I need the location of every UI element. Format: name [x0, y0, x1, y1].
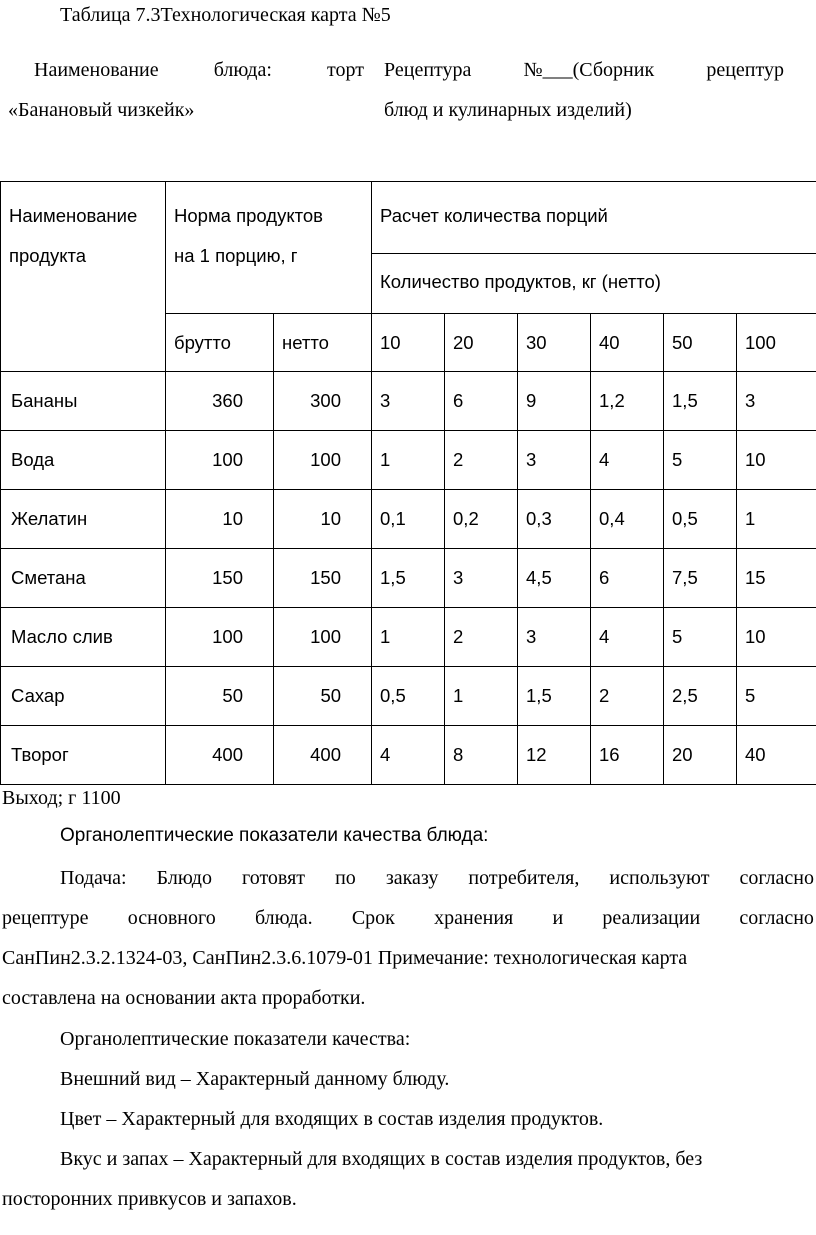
tech-card-table	[0, 181, 816, 785]
header-norm-l1: Норма продуктов	[174, 205, 324, 226]
table-row	[1, 608, 816, 667]
yield-text: Выход; г 1100	[2, 787, 121, 809]
serving-line1	[2, 858, 814, 898]
netto-value: 150	[310, 567, 342, 588]
quantity-value: 12	[526, 744, 547, 765]
netto-value-cell	[274, 490, 372, 549]
portion-label: 40	[599, 332, 620, 353]
serving-word: Подача:	[60, 867, 127, 889]
quantity-value-cell	[591, 549, 664, 608]
quantity-value-cell	[372, 490, 445, 549]
quantity-value: 10	[745, 626, 766, 647]
quantity-value-cell	[445, 667, 518, 726]
serving-word: потребителя,	[468, 867, 580, 889]
product-name-cell	[1, 608, 166, 667]
product-name: Желатин	[11, 508, 88, 529]
quantity-value: 0,1	[380, 508, 406, 529]
header-brutto	[166, 314, 274, 372]
quantity-value: 15	[745, 567, 766, 588]
header-portion	[372, 314, 445, 372]
quantity-value: 3	[745, 390, 756, 411]
quantity-value: 1,5	[526, 685, 552, 706]
header-product-l2: продукта	[9, 245, 87, 266]
quantity-value-cell	[737, 608, 816, 667]
quantity-value-cell	[664, 726, 737, 785]
product-name-cell	[1, 431, 166, 490]
brutto-value: 50	[222, 685, 243, 706]
quantity-value: 3	[380, 390, 391, 411]
serving-word: согласно	[739, 907, 814, 929]
header-portion	[591, 314, 664, 372]
quantity-value: 6	[453, 390, 464, 411]
serving-word: по	[335, 867, 356, 889]
recipe-block	[384, 50, 784, 130]
quantity-value: 1,5	[380, 567, 406, 588]
quantity-value: 1	[380, 626, 391, 647]
serving-word: блюда.	[254, 907, 313, 929]
table-row	[1, 549, 816, 608]
quantity-value-cell	[445, 726, 518, 785]
product-name: Вода	[11, 449, 55, 470]
quantity-value-cell	[445, 549, 518, 608]
netto-value: 300	[310, 390, 342, 411]
quantity-value-cell	[372, 431, 445, 490]
serving-word: и	[552, 907, 564, 929]
quantity-value-cell	[591, 372, 664, 431]
quantity-value: 4	[599, 626, 610, 647]
brutto-value-cell	[166, 608, 274, 667]
product-name: Сахар	[11, 685, 65, 706]
serving-word: хранения	[434, 907, 514, 929]
quantity-value: 1,5	[672, 390, 698, 411]
quantity-value-cell	[737, 726, 816, 785]
product-name-cell	[1, 549, 166, 608]
quality-appearance: Внешний вид – Характерный данному блюду.	[60, 1068, 450, 1090]
quality-color: Цвет – Характерный для входящих в состав изделия продуктов.	[60, 1108, 604, 1130]
netto-value: 100	[310, 449, 342, 470]
product-name: Масло слив	[11, 626, 113, 647]
product-name: Сметана	[11, 567, 86, 588]
serving-word: основного	[127, 907, 216, 929]
product-name: Творог	[11, 744, 69, 765]
quantity-value-cell	[372, 549, 445, 608]
portion-label: 50	[672, 332, 693, 353]
recipe-line1	[384, 50, 784, 90]
table-row	[1, 431, 816, 490]
quantity-value: 8	[453, 744, 464, 765]
quantity-value-cell	[445, 608, 518, 667]
header-brutto-label: брутто	[174, 332, 231, 353]
netto-value: 50	[320, 685, 342, 706]
quantity-value: 1	[745, 508, 756, 529]
quantity-value: 4,5	[526, 567, 552, 588]
quantity-value-cell	[664, 667, 737, 726]
portion-label: 100	[745, 332, 776, 353]
table-row	[1, 490, 816, 549]
portion-label: 20	[453, 332, 474, 353]
header-product	[1, 182, 166, 372]
table-row	[1, 667, 816, 726]
brutto-value-cell	[166, 490, 274, 549]
product-name-cell	[1, 372, 166, 431]
quantity-value-cell	[591, 667, 664, 726]
brutto-value: 360	[212, 390, 243, 411]
dish-word: торт	[327, 59, 364, 81]
quantity-value: 1	[380, 449, 391, 470]
quantity-value-cell	[591, 726, 664, 785]
dish-name-line1	[8, 50, 364, 90]
netto-value: 10	[320, 508, 342, 529]
recipe-word: Рецептура	[384, 59, 472, 81]
quantity-value: 7,5	[672, 567, 698, 588]
quantity-value: 5	[672, 449, 683, 470]
quantity-value-cell	[664, 372, 737, 431]
header-norm-l2: на 1 порцию, г	[174, 245, 298, 266]
quantity-value: 40	[745, 744, 766, 765]
table-body	[1, 372, 816, 785]
quantity-value-cell	[518, 372, 591, 431]
quantity-value: 0,3	[526, 508, 552, 529]
product-name-cell	[1, 667, 166, 726]
product-name-cell	[1, 726, 166, 785]
dish-name-block	[8, 50, 364, 130]
quantity-value: 3	[526, 449, 537, 470]
serving-line3: СанПин2.3.2.1324-03, СанПин2.3.6.1079-01 Примечание: технологическая карта	[2, 947, 688, 969]
quantity-value-cell	[372, 667, 445, 726]
quantity-value-cell	[518, 431, 591, 490]
brutto-value: 150	[212, 567, 243, 588]
brutto-value: 100	[212, 626, 243, 647]
quantity-value: 5	[745, 685, 756, 706]
quantity-value-cell	[591, 490, 664, 549]
quality-taste-line2: посторонних привкусов и запахов.	[2, 1188, 297, 1210]
serving-word: рецептуре	[2, 907, 89, 929]
netto-value-cell	[274, 372, 372, 431]
quantity-value: 1,2	[599, 390, 625, 411]
quantity-value: 4	[380, 744, 391, 765]
brutto-value-cell	[166, 549, 274, 608]
serving-word: реализации	[602, 907, 701, 929]
netto-value: 400	[310, 744, 342, 765]
recipe-word: №___(Сборник	[523, 59, 655, 81]
header-netto	[274, 314, 372, 372]
brutto-value: 400	[212, 744, 243, 765]
header-netto-label: нетто	[282, 332, 329, 353]
quality-paragraph	[2, 1019, 814, 1219]
brutto-value: 10	[222, 508, 243, 529]
quantity-value-cell	[372, 372, 445, 431]
quantity-value: 0,4	[599, 508, 625, 529]
product-name: Бананы	[11, 390, 78, 411]
brutto-value-cell	[166, 667, 274, 726]
brutto-value-cell	[166, 372, 274, 431]
quantity-value-cell	[591, 608, 664, 667]
quantity-value-cell	[445, 490, 518, 549]
quantity-value-cell	[737, 431, 816, 490]
quantity-value-cell	[518, 608, 591, 667]
serving-word: используют	[609, 867, 710, 889]
serving-word: готовят	[242, 867, 306, 889]
quantity-value: 3	[526, 626, 537, 647]
quantity-value-cell	[737, 490, 816, 549]
serving-word: заказу	[385, 867, 439, 889]
page-title: Таблица 7.3Технологическая карта №5	[60, 4, 391, 26]
dish-word: блюда:	[213, 59, 272, 81]
quantity-value: 9	[526, 390, 537, 411]
quantity-value-cell	[664, 549, 737, 608]
quantity-value: 0,5	[380, 685, 406, 706]
quantity-value-cell	[737, 372, 816, 431]
quantity-value: 2	[453, 626, 464, 647]
netto-value-cell	[274, 667, 372, 726]
serving-word: согласно	[739, 867, 814, 889]
table-row	[1, 372, 816, 431]
quantity-value: 16	[599, 744, 620, 765]
quantity-value-cell	[664, 431, 737, 490]
portion-label: 10	[380, 332, 401, 353]
quantity-value-cell	[518, 667, 591, 726]
dish-name-line2: «Банановый чизкейк»	[8, 99, 195, 121]
quantity-value-cell	[445, 372, 518, 431]
brutto-value-cell	[166, 726, 274, 785]
brutto-value: 100	[212, 449, 243, 470]
table-row	[1, 726, 816, 785]
dish-word: Наименование	[34, 59, 159, 81]
header-portion	[518, 314, 591, 372]
quantity-value-cell	[518, 490, 591, 549]
netto-value-cell	[274, 608, 372, 667]
header-qty	[372, 254, 816, 314]
quantity-value-cell	[664, 608, 737, 667]
serving-word: Срок	[351, 907, 395, 929]
recipe-word: рецептур	[706, 59, 784, 81]
quantity-value: 0,2	[453, 508, 479, 529]
quantity-value: 1	[453, 685, 464, 706]
quantity-value-cell	[518, 549, 591, 608]
quantity-value: 3	[453, 567, 464, 588]
quantity-value-cell	[737, 667, 816, 726]
quantity-value-cell	[591, 431, 664, 490]
quantity-value-cell	[518, 726, 591, 785]
product-name-cell	[1, 490, 166, 549]
netto-value-cell	[274, 726, 372, 785]
quantity-value-cell	[737, 549, 816, 608]
quantity-value: 0,5	[672, 508, 698, 529]
organoleptic-title: Органолептические показатели качества блюда:	[60, 825, 489, 846]
quantity-value: 20	[672, 744, 693, 765]
portion-label: 30	[526, 332, 547, 353]
quantity-value-cell	[445, 431, 518, 490]
quality-title: Органолептические показатели качества:	[60, 1028, 411, 1050]
recipe-line2: блюд и кулинарных изделий)	[384, 99, 632, 121]
serving-line2	[2, 898, 814, 938]
serving-word: Блюдо	[156, 867, 212, 889]
header-qty-label: Количество продуктов, кг (нетто)	[380, 271, 661, 292]
quantity-value: 10	[745, 449, 766, 470]
netto-value-cell	[274, 431, 372, 490]
quantity-value: 2,5	[672, 685, 698, 706]
header-portion	[737, 314, 816, 372]
header-product-l1: Наименование	[9, 205, 138, 226]
netto-value-cell	[274, 549, 372, 608]
header-norm	[166, 182, 372, 314]
serving-paragraph	[2, 858, 814, 1018]
quantity-value-cell	[664, 490, 737, 549]
quantity-value: 4	[599, 449, 610, 470]
quantity-value: 6	[599, 567, 610, 588]
header-portion	[664, 314, 737, 372]
quantity-value-cell	[372, 608, 445, 667]
quality-taste-line1: Вкус и запах – Характерный для входящих в состав изделия продуктов, без	[60, 1148, 703, 1170]
quantity-value: 5	[672, 626, 683, 647]
brutto-value-cell	[166, 431, 274, 490]
serving-line4: составлена на основании акта проработки.	[2, 987, 366, 1009]
header-calc	[372, 182, 816, 254]
quantity-value-cell	[372, 726, 445, 785]
quantity-value: 2	[453, 449, 464, 470]
header-portion	[445, 314, 518, 372]
netto-value: 100	[310, 626, 342, 647]
header-calc-label: Расчет количества порций	[380, 205, 608, 226]
quantity-value: 2	[599, 685, 610, 706]
